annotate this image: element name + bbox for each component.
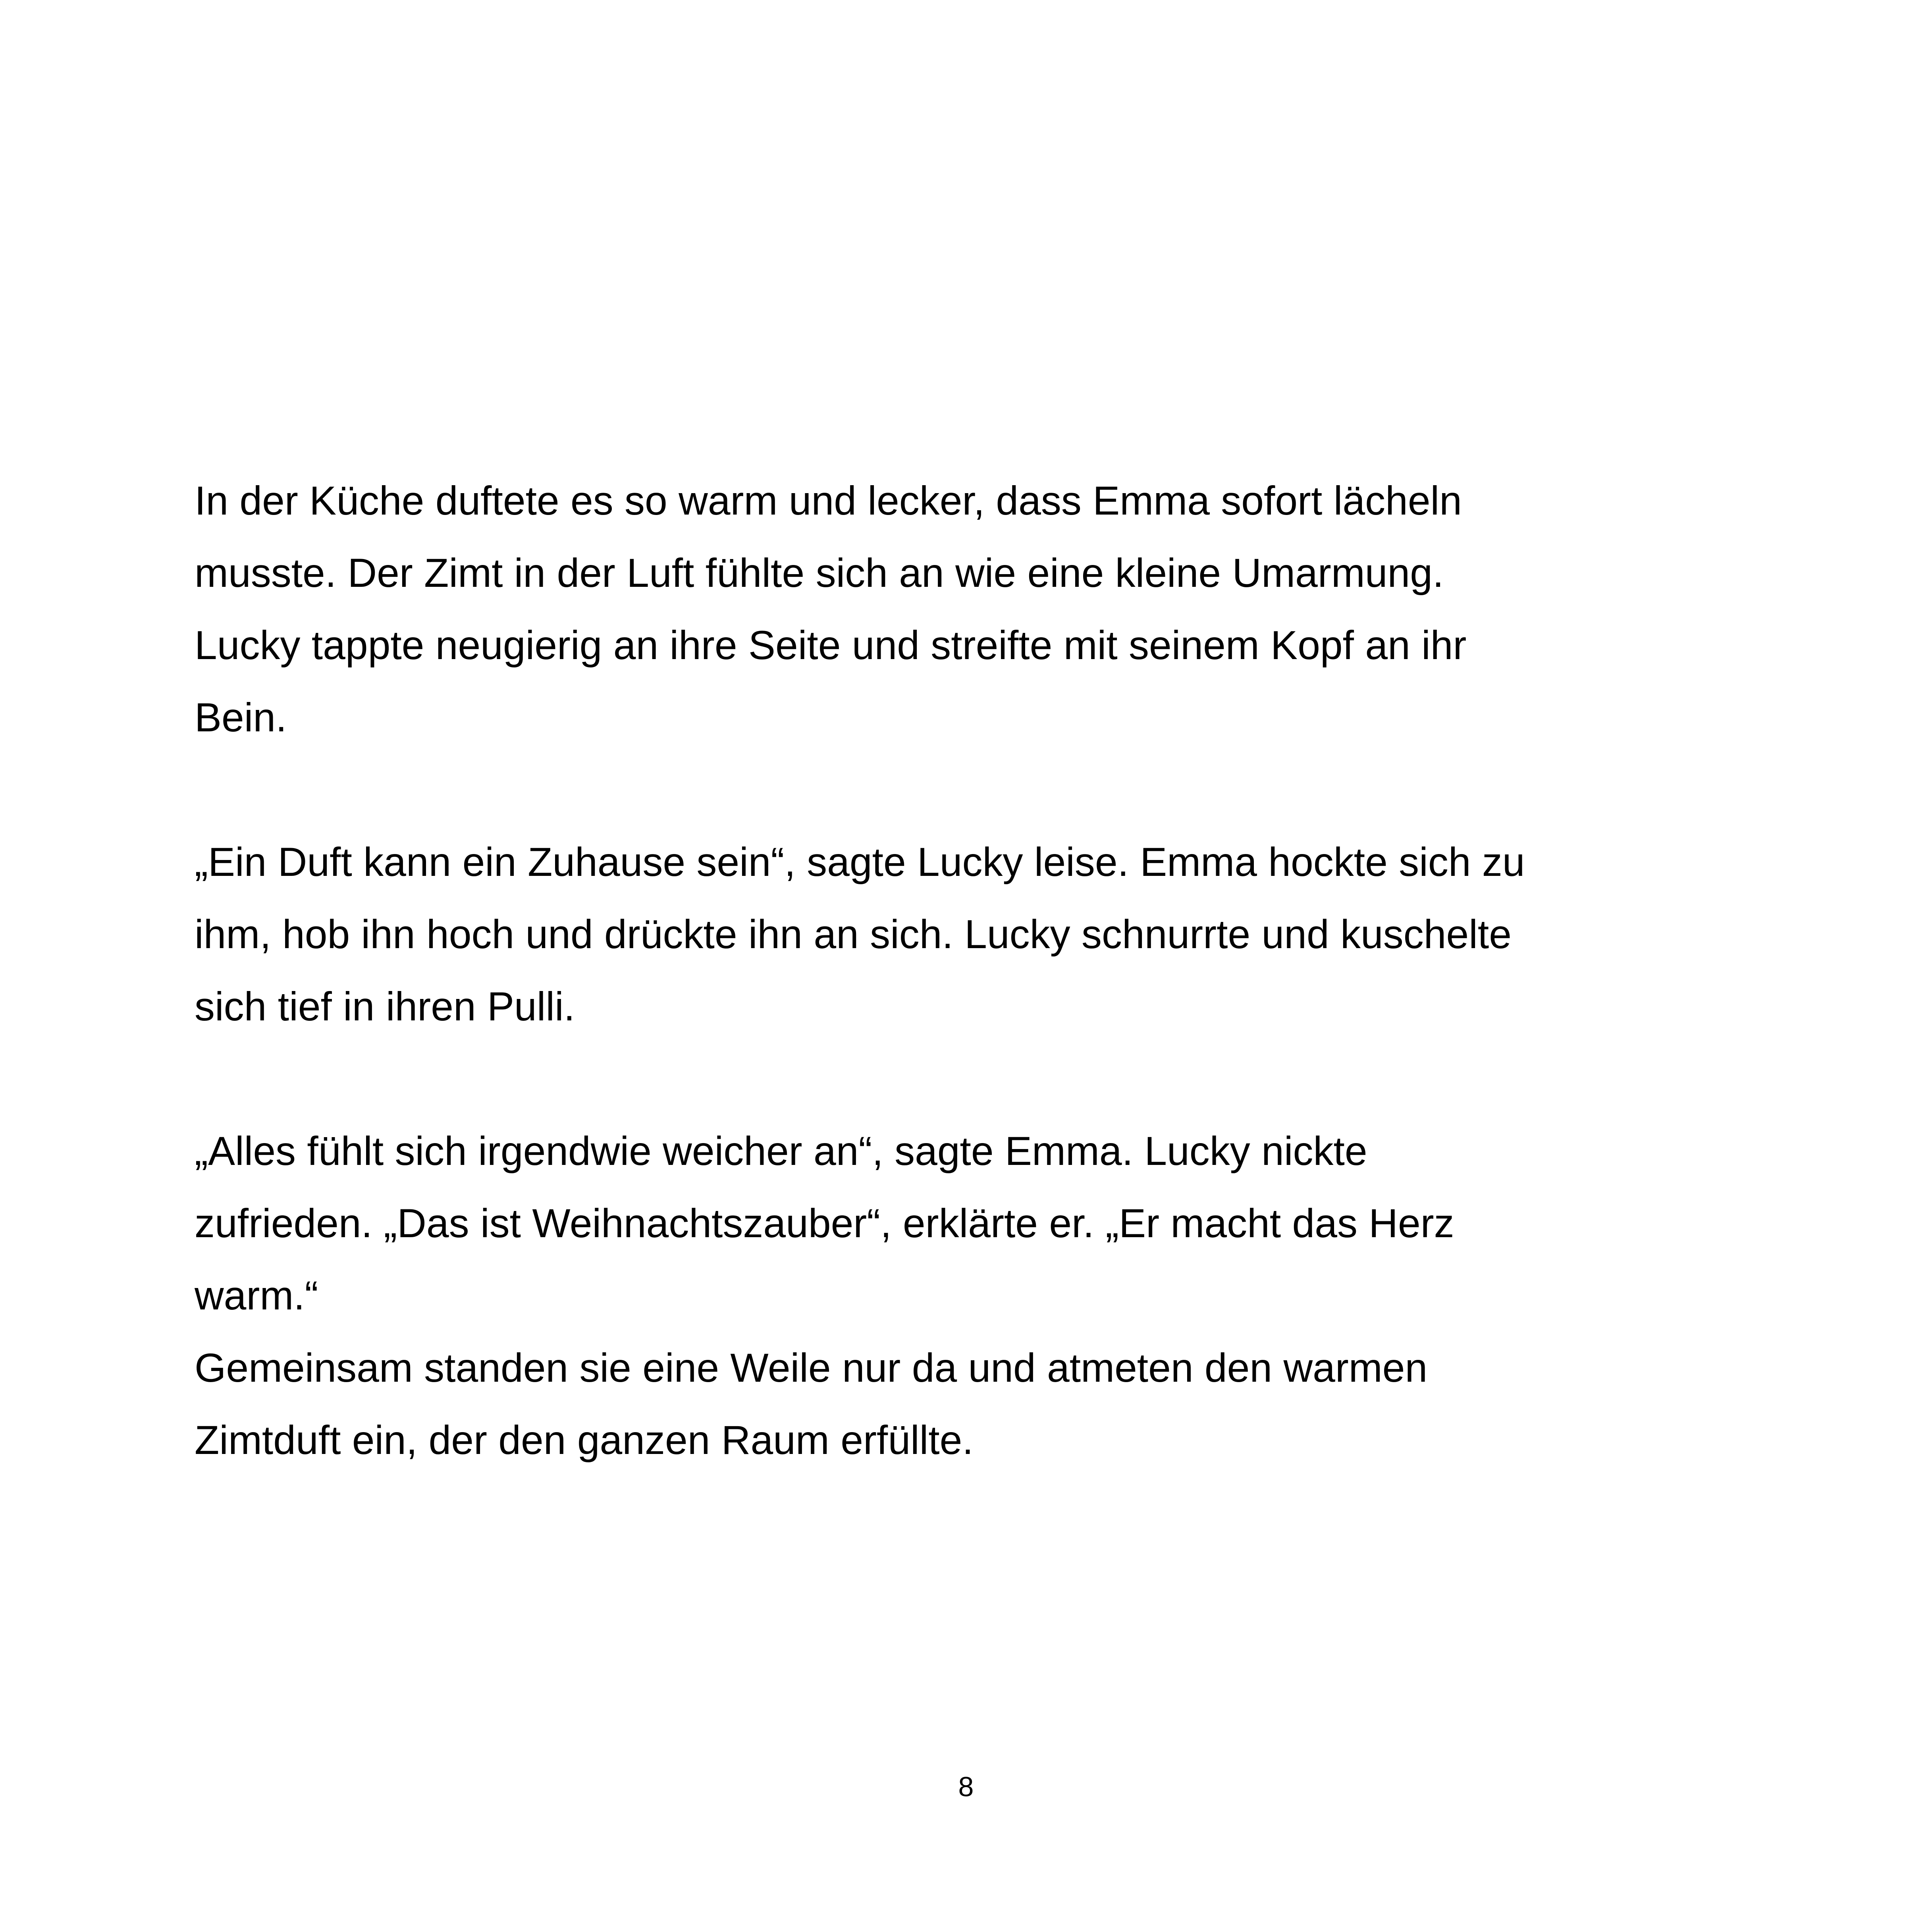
text-line: zufrieden. „Das ist Weihnachtszauber“, erklärte er. „Er macht das Herz [195,1201,1454,1246]
text-line: Zimtduft ein, der den ganzen Raum erfüllte. [195,1417,974,1463]
paragraph-gap [195,754,1783,826]
text-line: „Ein Duft kann ein Zuhause sein“, sagte Lucky leise. Emma hockte sich zu [195,839,1525,885]
text-line: warm.“ [195,1273,318,1318]
text-line: „Alles fühlt sich irgendwie weicher an“, sagte Emma. Lucky nickte [195,1128,1367,1174]
text-line: Lucky tappte neugierig an ihre Seite und streifte mit seinem Kopf an ihr [195,623,1467,668]
text-line: ihm, hob ihn hoch und drückte ihn an sich. Lucky schnurrte und kuschelte [195,912,1512,957]
body-text [195,465,1783,1476]
text-line: Bein. [195,695,287,740]
page-number: 8 [958,1771,974,1802]
text-line: sich tief in ihren Pulli. [195,984,575,1029]
text-line: Gemeinsam standen sie eine Weile nur da und atmeten den warmen [195,1345,1428,1390]
text-line: musste. Der Zimt in der Luft fühlte sich an wie eine kleine Umarmung. [195,550,1444,596]
paragraph-gap [195,1043,1783,1115]
text-line: In der Küche duftete es so warm und lecker, dass Emma sofort lächeln [195,478,1462,523]
paragraph-2 [195,826,1783,1043]
paragraph-1 [195,465,1783,754]
paragraph-3 [195,1115,1783,1476]
